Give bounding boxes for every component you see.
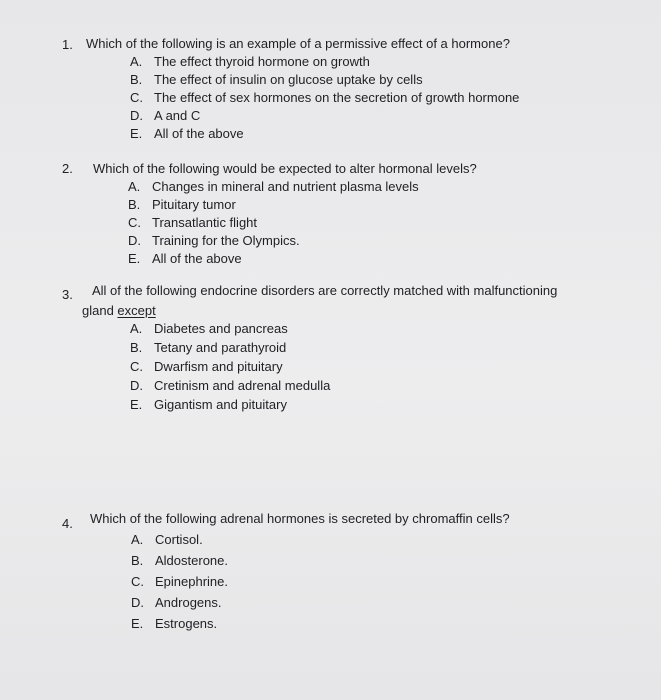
option-d: D. Androgens. — [131, 595, 222, 610]
question-stem-line-2: gland except — [82, 303, 156, 318]
question-number: 1. — [62, 37, 73, 52]
option-b: B. Tetany and parathyroid — [130, 340, 287, 355]
option-b: B. Pituitary tumor — [128, 197, 236, 212]
option-a: A. Cortisol. — [131, 532, 203, 547]
option-d: D. Training for the Olympics. — [128, 233, 300, 248]
option-d: D. Cretinism and adrenal medulla — [130, 378, 331, 393]
option-c: C. Dwarfism and pituitary — [130, 359, 283, 374]
question-number: 2. — [62, 161, 73, 176]
except-emphasis: except — [117, 303, 156, 318]
question-number: 3. — [62, 287, 73, 302]
option-b: B. Aldosterone. — [131, 553, 228, 568]
question-number: 4. — [62, 516, 73, 531]
option-c: C. The effect of sex hormones on the secretion of growth hormone — [130, 90, 520, 105]
option-a: A. Changes in mineral and nutrient plasma levels — [128, 179, 419, 194]
option-d: D. A and C — [130, 108, 201, 123]
option-e: E. All of the above — [128, 251, 242, 266]
option-c: C. Epinephrine. — [131, 574, 228, 589]
question-stem: Which of the following would be expected to alter hormonal levels? — [93, 161, 477, 176]
question-stem: Which of the following is an example of a permissive effect of a hormone? — [86, 36, 510, 51]
question-stem-line-1: All of the following endocrine disorders are correctly matched with malfunctioning — [92, 283, 558, 298]
option-b: B. The effect of insulin on glucose uptake by cells — [130, 72, 423, 87]
option-e: E. All of the above — [130, 126, 244, 141]
question-stem: Which of the following adrenal hormones is secreted by chromaffin cells? — [90, 511, 510, 526]
option-e: E. Gigantism and pituitary — [130, 397, 287, 412]
option-a: A. The effect thyroid hormone on growth — [130, 54, 370, 69]
option-c: C. Transatlantic flight — [128, 215, 258, 230]
option-e: E. Estrogens. — [131, 616, 218, 631]
option-a: A. Diabetes and pancreas — [130, 321, 288, 336]
